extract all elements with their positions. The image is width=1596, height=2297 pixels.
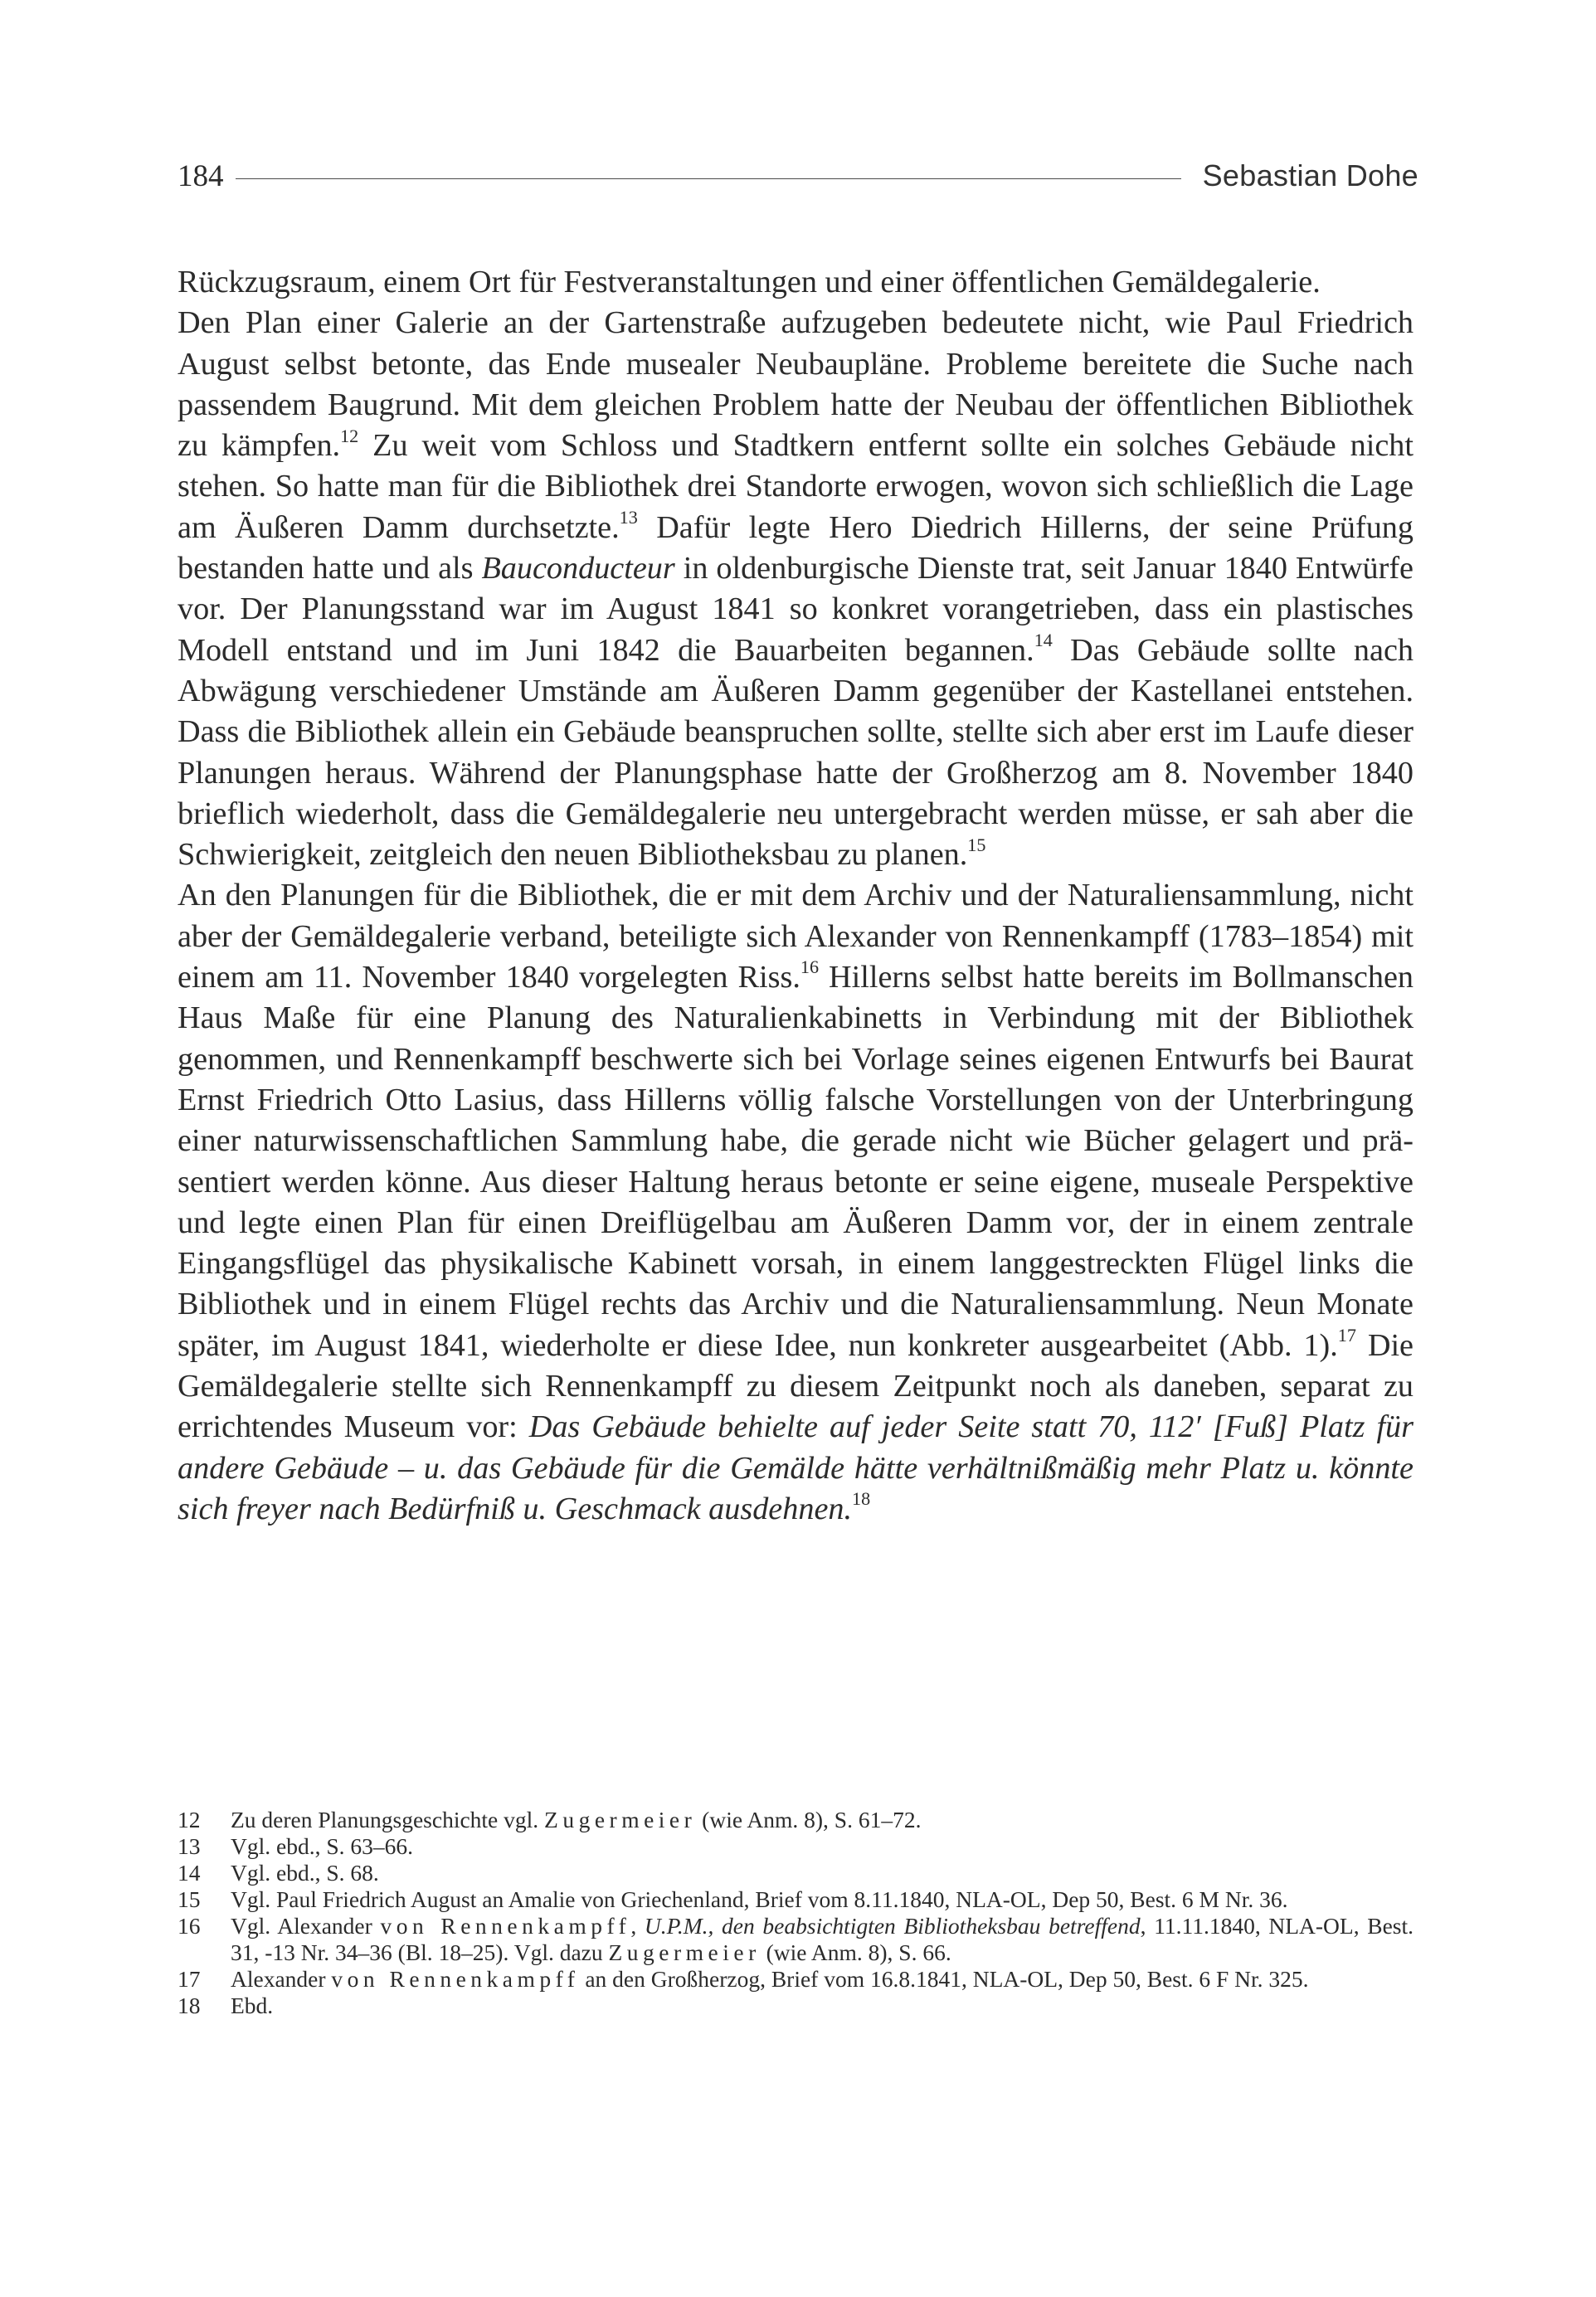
- paragraph-3-text-c: Die Gemäldegalerie stellte sich Rennenkampff zu diesem Zeitpunkt noch als daneben, separat zu errichtendes Museum vor:: [178, 1327, 1414, 1445]
- footnote-text-part: Vgl. Alexander: [231, 1913, 381, 1939]
- author-name: von Rennenkampff: [331, 1966, 580, 1992]
- footnote-text: Vgl. Paul Friedrich August an Amalie von Griechenland, Brief vom 8.11.1840, NLA-OL, Dep 50, Best. 6 M Nr. 36.: [231, 1886, 1288, 1912]
- body-text: [178, 262, 1414, 1530]
- footnote-text: [231, 1966, 1414, 1993]
- footnote-ref-12[interactable]: 12: [340, 425, 359, 446]
- footnote-13: [178, 1833, 1414, 1860]
- footnote-ref-18[interactable]: 18: [852, 1488, 871, 1510]
- footnote-text: Vgl. ebd., S. 68.: [231, 1860, 379, 1886]
- footnote-number: 14: [178, 1860, 201, 1886]
- footnote-ref-17[interactable]: 17: [1337, 1325, 1356, 1346]
- footnote-12: [178, 1807, 1414, 1833]
- footnote-ref-16[interactable]: 16: [800, 956, 820, 978]
- footnote-text: Ebd.: [231, 1993, 274, 2018]
- paragraph-2-text-e: Das Gebäude sollte nach Abwägung verschiedener Umstände am Äußeren Damm gegenüber der Kastellanei entstehen. Dass die Bibliothek allein ein Gebäude beanspruchen sollte, stellte sich aber erst im Laufe dieser Planungen heraus. Während der Planungsphase hatte der Großherzog am 8. November 1840 brieflich wiederholt, dass die Gemäldegalerie neu untergebracht werden müsse, er sah aber die Schwierigkeit, zeitgleich den neuen Bibliotheksbau zu planen.: [178, 632, 1414, 873]
- page-number: 184: [178, 158, 224, 193]
- footnote-text-part: , 11.11.1840, NLA-OL, Best. 31, -13 Nr. 34–36 (Bl. 18–25). Vgl. dazu: [231, 1913, 1414, 1965]
- paragraph-3-text-a: An den Planungen für die Bibliothek, die er mit dem Archiv und der Naturaliensammlung, nicht aber der Gemäldegalerie verband, beteiligte sich Alexander von Rennenkampff (1783–1854) mit einem am 11. November 1840 vorgelegten Riss.: [178, 878, 1414, 995]
- footnote-16: [178, 1913, 1414, 1966]
- footnote-text: [231, 1807, 1414, 1833]
- paragraph-1: [178, 262, 1414, 303]
- footnote-text: Vgl. ebd., S. 63–66.: [231, 1833, 413, 1859]
- paragraph-3: [178, 875, 1414, 1530]
- paragraph-1-text: Rückzugsraum, einem Ort für Festveranstaltungen und einer öffentlichen Gemäldegalerie.: [178, 265, 1321, 299]
- running-head-author: Sebastian Dohe: [1202, 158, 1418, 192]
- footnote-ref-13[interactable]: 13: [619, 507, 638, 528]
- paragraph-3-text-b: Hillerns selbst hatte bereits im Bollmanschen Haus Maße für eine Planung des Naturalienkabinetts in Verbindung mit der Bibliothek genommen, und Rennenkampff beschwerte sich bei Vorlage seines eigenen Entwurfs bei Baurat Ernst Friedrich Otto Lasius, dass Hillerns völlig falsche Vorstellungen von der Unterbringung einer naturwissenschaftlichen Sammlung habe, die gerade nicht wie Bücher gelagert und präsentiert werden könne. Aus dieser Haltung heraus betonte er seine eigene, museale Perspektive und legte einen Plan für einen Dreiflügelbau am Äußeren Damm vor, der in einem zentrale Eingangsflügel das physikalische Kabinett vorsah, in einem langgestreckten Flügel links die Bibliothek und in einem Flügel rechts das Archiv und die Naturaliensammlung. Neun Monate später, im August 1841, wiederholte er diese Idee, nun konkreter ausgearbeitet (Abb. 1).: [178, 960, 1414, 1363]
- paragraph-2-text-d: in oldenburgische Dienste trat, seit Januar 1840 Entwürfe vor. Der Planungsstand war im August 1841 so konkret vorangetrieben, dass ein plastisches Modell entstand und im Juni 1842 die Bauarbeiten begannen.: [178, 551, 1414, 668]
- author-name: Zugermeier: [608, 1939, 761, 1965]
- footnotes: [178, 1807, 1414, 2019]
- footnote-ref-15[interactable]: 15: [967, 834, 986, 855]
- footnote-17: [178, 1966, 1414, 1993]
- footnote-text-part: (wie Anm. 8), S. 61–72.: [696, 1807, 922, 1832]
- footnote-number: 17: [178, 1966, 201, 1992]
- document-title: U.P.M., den beabsichtigten Bibliotheksbau betreffend: [644, 1913, 1141, 1939]
- footnote-number: 18: [178, 1993, 201, 2018]
- paragraph-2-text-c: Dafür legte Hero Diedrich Hillerns, der seine Prüfung bestanden hatte und als: [178, 509, 1414, 586]
- footnote-text-part: Zu deren Planungsgeschichte vgl.: [231, 1807, 545, 1832]
- author-name: von Rennenkampff: [380, 1913, 631, 1939]
- author-name: Zugermeier: [544, 1807, 697, 1832]
- footnote-text-part: (wie Anm. 8), S. 66.: [760, 1939, 951, 1965]
- footnote-15: [178, 1886, 1414, 1913]
- paragraph-2-text-a: Den Plan einer Galerie an der Gartenstraße aufzugeben bedeutete nicht, wie Paul Friedrich August selbst betonte, das Ende musealer Neubaupläne. Probleme bereitete die Suche nach passendem Baugrund. Mit dem gleichen Problem hatte der Neubau der öffentlichen Bibliothek zu kämpfen.: [178, 305, 1414, 464]
- footnote-text-part: ,: [630, 1913, 645, 1939]
- paragraph-2: [178, 303, 1414, 875]
- running-head: [178, 154, 1418, 197]
- footnote-text: [231, 1913, 1414, 1966]
- italic-term: Bauconducteur: [481, 551, 675, 586]
- footnote-18: [178, 1993, 1414, 2019]
- footnote-number: 15: [178, 1886, 201, 1912]
- header-rule: [236, 178, 1181, 179]
- footnote-14: [178, 1860, 1414, 1886]
- footnote-text-part: an den Großherzog, Brief vom 16.8.1841, NLA-OL, Dep 50, Best. 6 F Nr. 325.: [579, 1966, 1309, 1992]
- paragraph-2-text-b: Zu weit vom Schloss und Stadtkern entfernt sollte ein solches Gebäude nicht stehen. So hatte man für die Bibliothek drei Standorte erwogen, wovon sich schließlich die Lage am Äußeren Damm durchsetzte.: [178, 428, 1414, 545]
- footnote-number: 13: [178, 1833, 201, 1859]
- footnote-ref-14[interactable]: 14: [1034, 630, 1053, 651]
- footnote-text-part: Alexander: [231, 1966, 332, 1992]
- italic-quotation: Das Gebäude behielte auf jeder Seite statt 70, 112′ [Fuß] Platz für andere Gebäude – u. das Gebäude für die Gemälde hätte verhältnißmäßig mehr Platz u. könnte sich freyer nach Bedürfniß u. Geschmack ausdehnen.: [178, 1409, 1414, 1526]
- footnote-number: 12: [178, 1807, 201, 1832]
- footnote-number: 16: [178, 1913, 201, 1939]
